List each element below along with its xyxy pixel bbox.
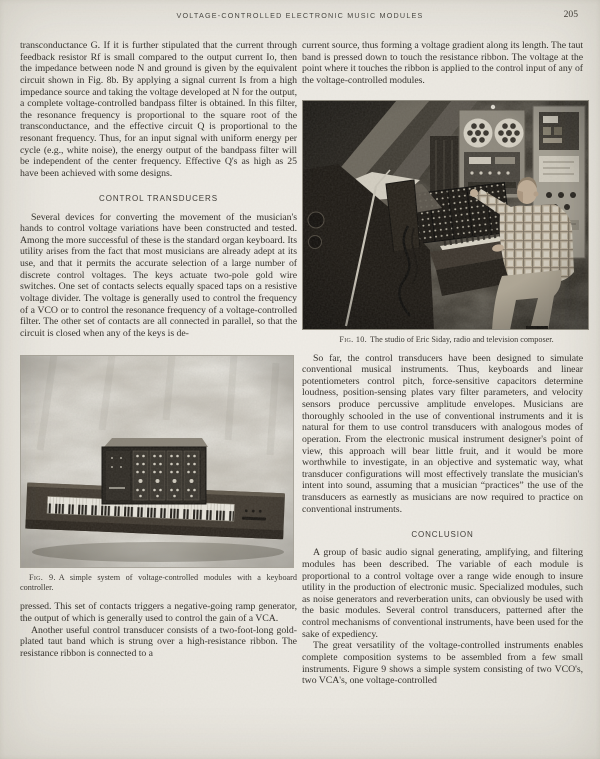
- body-paragraph-versatility: The great versatility of the voltage-controlled instruments enables complete composition systems to be assembled from a few small instruments. Figure 9 shows a simple system consisting of two VCO's, two VCA's, one voltage-controlled: [302, 640, 583, 687]
- body-paragraph-control-transducers-design: So far, the control transducers have been designed to simulate conventional musical instruments. Thus, keyboards and linear potentiometers control pitch, force-sensitive capacitors determine loudness, position-sensing plates vary filter parameters, and velocity sensors produce percussive amplitude envelopes. Musicians are thoroughly schooled in the use of conventional instruments and it is natural for them to use control transducers with analogous modes of operation. From the electronic musical instrument designer's point of view, this approach will bear little fruit, and it would be more worthwhile to investigate, in an objective and systematic way, what transducer configurations will most effectively translate the musician's intent into sound, assuming that a musician “practices” the use of the transducers as earnestly as musicians are now required to practice on conventional instruments.: [302, 352, 583, 515]
- left-column: [20, 40, 297, 660]
- fig9-photo: [20, 355, 294, 568]
- body-paragraph-bandpass-filter: transconductance G. If it is further stipulated that the current through feedback resistor Rf is small compared to the output current Io, then the impedance between node N and ground is given by the equivalent circuit shown in Fig. 8b. By applying a signal current Is from a high impedance source and taking the voltage developed at N for the output, a complete voltage-controlled bandpass filter is obtained. In this filter, the resonance frequency is proportional to the square root of the transconductance, and the effective circuit Q is proportional to the resonant frequency. Thus, for an input signal with uniform energy per cycle (e.g., white noise), the energy output of the bandpass filter will be independent of the center frequency. Effective Q's as high as 25 have been achieved with some designs.: [20, 40, 297, 179]
- fig10-caption-label: Fig. 10.: [339, 334, 367, 344]
- running-head-title: VOLTAGE-CONTROLLED ELECTRONIC MUSIC MODULES: [176, 11, 424, 20]
- body-paragraph-taut-band: Another useful control transducer consists of a two-foot-long gold-plated taut band which is strung over a high-resistance ribbon. The resistance ribbon is connected to a: [20, 624, 297, 659]
- fig9-caption-text: A simple system of voltage-controlled modules with a keyboard controller.: [20, 573, 297, 593]
- section-heading-conclusion: CONCLUSION: [411, 530, 474, 540]
- fig9-caption: [20, 573, 297, 593]
- body-paragraph-keyboard: Several devices for converting the movement of the musician's hands to control voltage variations have been constructed and tested. Among the more successful of these is the standard organ keyboard. Its utility arises from the fact that most musicians are already adept at its use, and that it permits the accurate selection of a large number of discrete control voltages. The keys actuate two-pole gold wire switches. One set of contacts selects equally spaced taps on a resistive voltage divider. The voltage is generally used to control the frequency of a VCO or to control the resonance frequency of a voltage-controlled filter. The other set of contacts are all connected in parallel, so that the circuit is closed when any of the keys is de-: [20, 211, 297, 339]
- body-paragraph-voltage-gradient: current source, thus forming a voltage gradient along its length. The taut band is pressed down to touch the resistance ribbon. The voltage at the point where it touches the ribbon is applied to the control input of any of the voltage-controlled modules.: [302, 40, 583, 86]
- figure-9: [20, 355, 297, 593]
- fig10-caption-text: The studio of Eric Siday, radio and television composer.: [369, 334, 554, 344]
- figure-10: [302, 100, 591, 345]
- page-number: 205: [563, 9, 578, 20]
- right-column: [302, 40, 583, 687]
- fig10-caption: [302, 335, 591, 345]
- section-heading-control-transducers: CONTROL TRANSDUCERS: [99, 193, 218, 203]
- fig9-caption-label: Fig. 9.: [29, 573, 56, 583]
- body-paragraph-ramp-generator: pressed. This set of contacts triggers a negative-going ramp generator, the output of which is generally used to control the gain of a VCA.: [20, 601, 297, 624]
- fig10-photo: [302, 100, 589, 330]
- body-paragraph-summary: A group of basic audio signal generating, amplifying, and filtering modules has been described. The variable of each module is proportional to a control voltage over a range wide enough to insure utility in the production of electronic music. Specialized modules, such as noise generators and reverberation units, can obviously be used with the basic modules. Several control transducers, patterned after the control mechanisms of conventional instruments, have been used for the sake of expediency.: [302, 547, 583, 640]
